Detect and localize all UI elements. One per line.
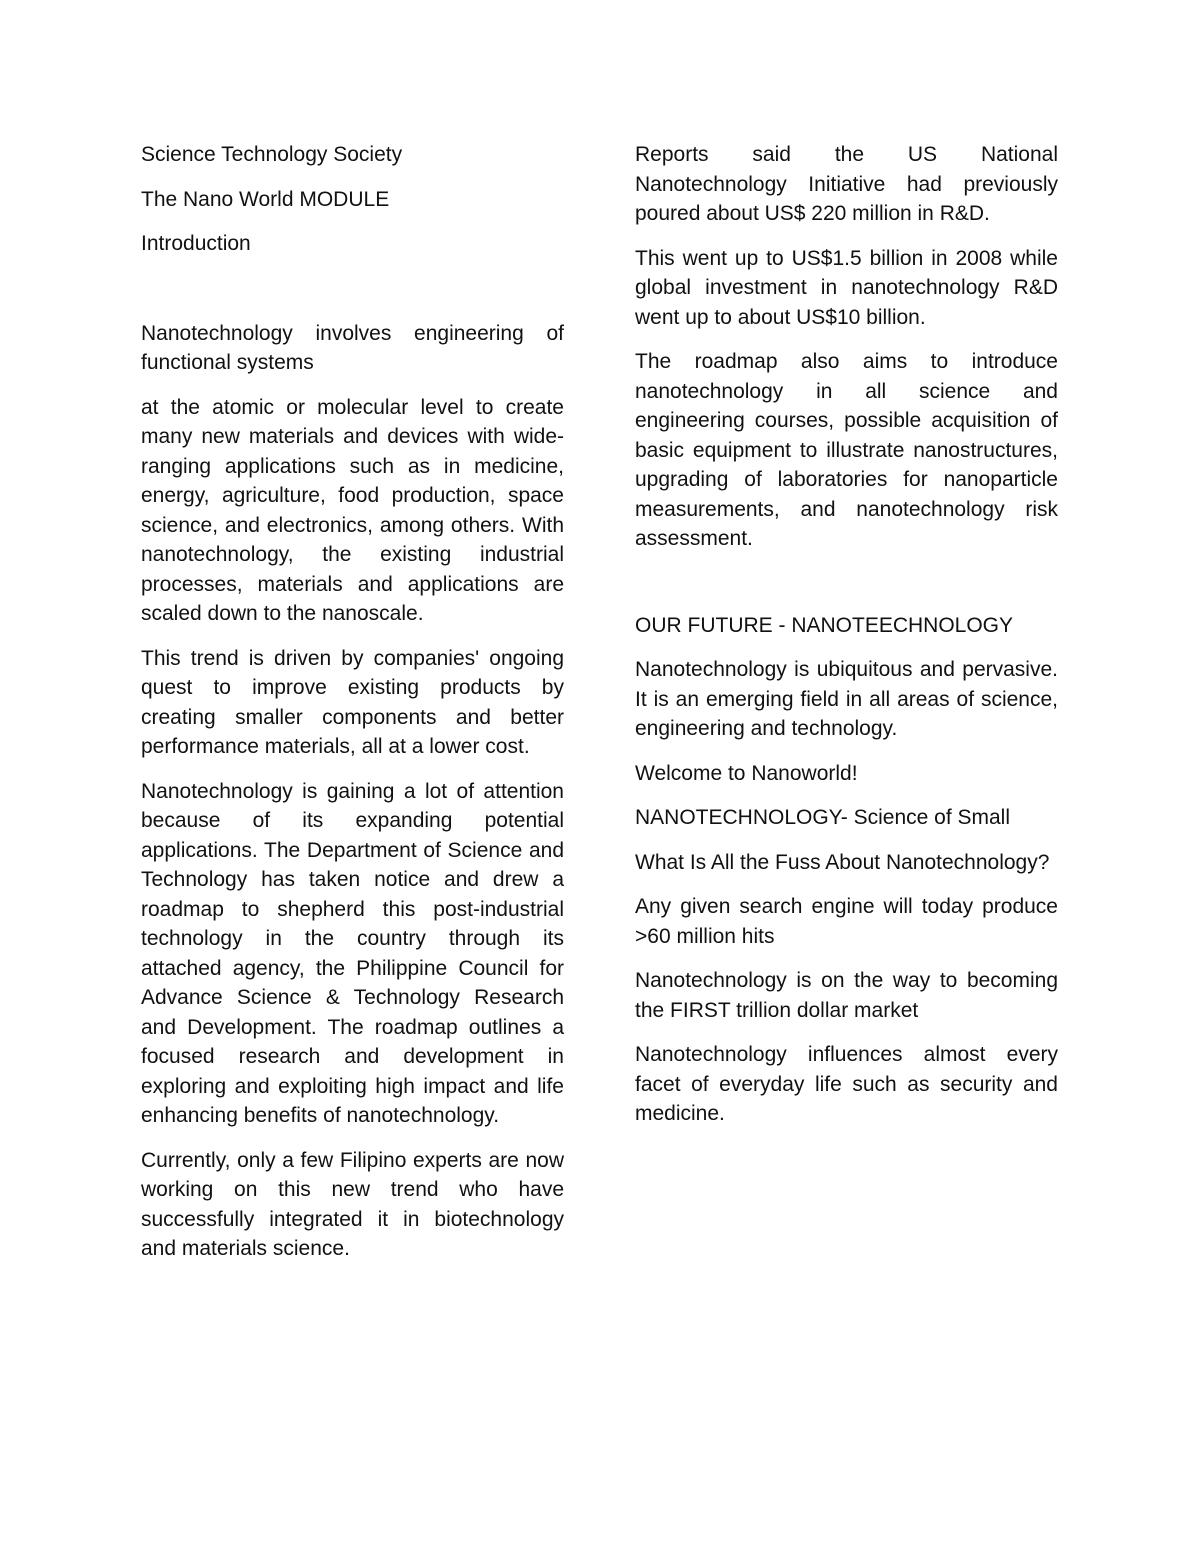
paragraph: Nanotechnology is ubiquitous and pervasive. It is an emerging field in all areas of science, engineering and technology. xyxy=(635,658,1058,740)
course-title: Science Technology Society xyxy=(141,143,403,166)
module-title: The Nano World MODULE xyxy=(141,187,390,211)
paragraph: Nanotechnology involves engineering of functional systems xyxy=(141,321,564,374)
paragraph: Nanotechnology influences almost every facet of everyday life such as security and medicine. xyxy=(635,1043,1058,1125)
paragraph: Nanotechnology is gaining a lot of attention because of its expanding potential applications. The Department of Science and Technology has taken notice and drew a roadmap to shepherd this post-industrial technology in the country through its attached agency, the Philippine Council for Advance Science & Technology Research and Development. The roadmap outlines a focused research and development in exploring and exploiting high impact and life enhancing benefits of nanotechnology. xyxy=(141,779,564,1127)
paragraph: This went up to US$1.5 billion in 2008 while global investment in nanotechnology R&D went up to about US$10 billion. xyxy=(635,246,1058,329)
paragraph: Welcome to Nanoworld! xyxy=(635,761,858,785)
spacer xyxy=(141,274,564,319)
paragraph: What Is All the Fuss About Nanotechnology? xyxy=(635,850,1050,874)
paragraph: Any given search engine will today produce >60 million hits xyxy=(635,895,1058,948)
section-heading-our-future: OUR FUTURE - NANOTEECHNOLOGY xyxy=(635,613,1014,637)
left-column xyxy=(141,140,564,1279)
right-column xyxy=(635,140,1058,1144)
section-heading-introduction: Introduction xyxy=(141,232,251,255)
paragraph: at the atomic or molecular level to create many new materials and devices with wide-ranging applications such as in medicine, energy, agriculture, food production, space science, and electronics, among others. With nanotechnology, the existing industrial processes, materials and applications are scaled down to the nanoscale. xyxy=(141,395,564,625)
paragraph: Currently, only a few Filipino experts are now working on this new trend who have successfully integrated it in biotechnology and materials science. xyxy=(141,1148,564,1260)
paragraph: Reports said the US National Nanotechnology Initiative had previously poured about US$ 220 million in R&D. xyxy=(635,143,1058,225)
paragraph: This trend is driven by companies' ongoing quest to improve existing products by creating smaller components and better performance materials, all at a lower cost. xyxy=(141,646,564,758)
paragraph: NANOTECHNOLOGY- Science of Small xyxy=(635,806,1010,829)
paragraph: The roadmap also aims to introduce nanotechnology in all science and engineering courses, possible acquisition of basic equipment to illustrate nanostructures, upgrading of laboratories for nanoparticle measurements, and nanotechnology risk assessment. xyxy=(635,350,1058,550)
paragraph: Nanotechnology is on the way to becoming the FIRST trillion dollar market xyxy=(635,969,1058,1022)
spacer xyxy=(635,569,1058,611)
